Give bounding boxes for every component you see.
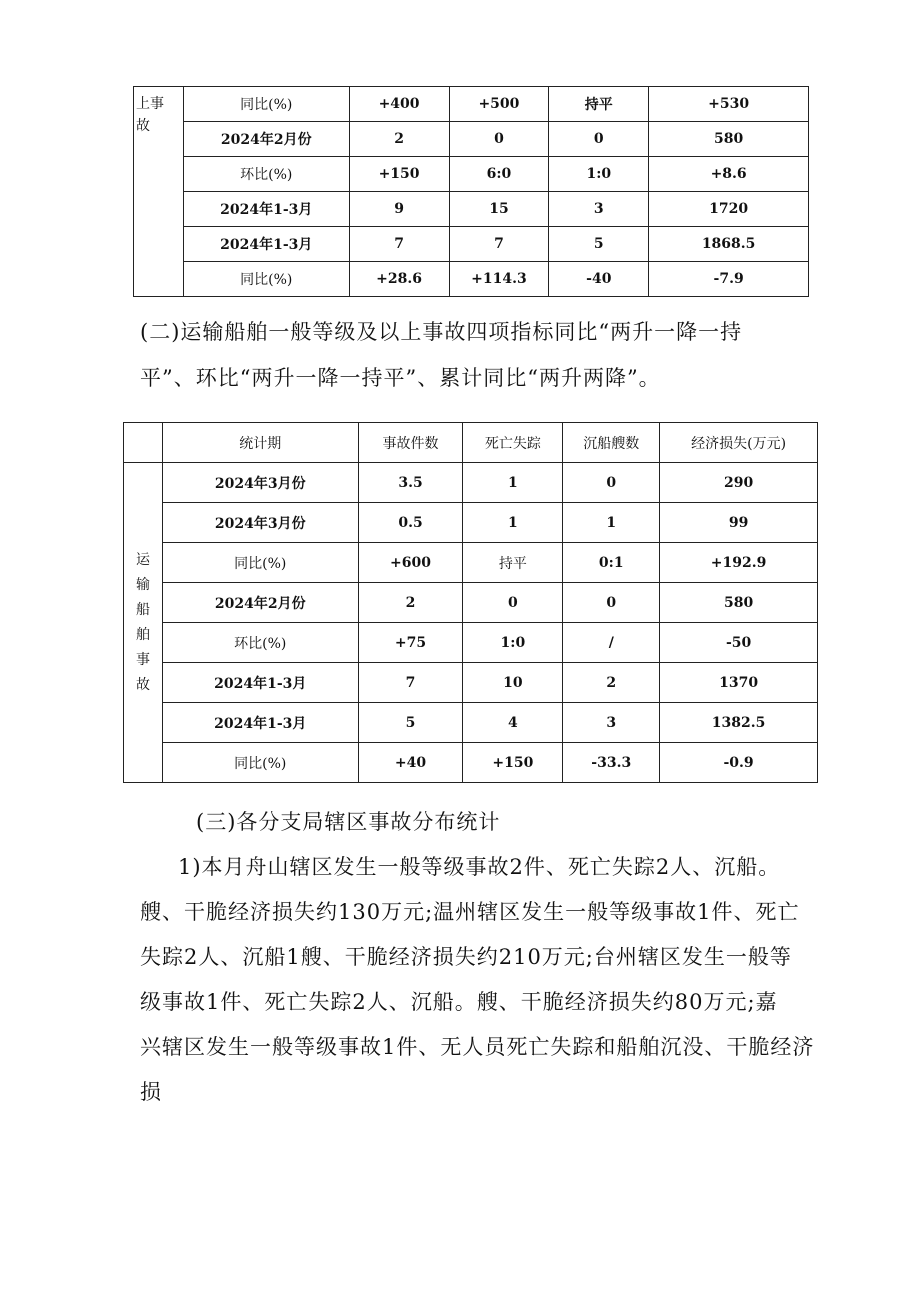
table-cell: 5 bbox=[549, 227, 649, 262]
table-cell: 2 bbox=[563, 663, 660, 703]
table-cell: 290 bbox=[660, 463, 818, 503]
table-cell: 0 bbox=[463, 583, 563, 623]
row-label: 2024年1-3月 bbox=[162, 663, 358, 703]
table-cell: -7.9 bbox=[649, 262, 809, 297]
table-row bbox=[124, 623, 818, 663]
table-cell: 580 bbox=[660, 583, 818, 623]
table-cell: 1382.5 bbox=[660, 703, 818, 743]
table-cell: 0 bbox=[563, 583, 660, 623]
table-cell: 5 bbox=[358, 703, 463, 743]
table-row bbox=[124, 663, 818, 703]
row-label: 同比(%) bbox=[162, 743, 358, 783]
row-label: 2024年3月份 bbox=[162, 463, 358, 503]
table-row bbox=[124, 543, 818, 583]
row-group-label-line: 故 bbox=[136, 118, 150, 134]
table-cell: / bbox=[563, 623, 660, 663]
table-cell: +600 bbox=[358, 543, 463, 583]
row-label: 2024年1-3月 bbox=[183, 192, 349, 227]
table-row bbox=[124, 743, 818, 783]
row-label: 同比(%) bbox=[183, 262, 349, 297]
row-group-label bbox=[124, 463, 163, 783]
table-cell: 6:0 bbox=[449, 157, 549, 192]
table-cell: 2 bbox=[349, 122, 449, 157]
header-blank-cell bbox=[124, 423, 163, 463]
table-cell: -40 bbox=[549, 262, 649, 297]
table-row bbox=[124, 703, 818, 743]
section3-heading: (三)各分支局辖区事故分布统计 bbox=[196, 810, 501, 834]
table-cell: 持平 bbox=[549, 87, 649, 122]
table-cell: +114.3 bbox=[449, 262, 549, 297]
table-cell: 99 bbox=[660, 503, 818, 543]
table-cell: 0 bbox=[449, 122, 549, 157]
vertical-label-char: 故 bbox=[135, 676, 150, 693]
table-row bbox=[134, 122, 809, 157]
row-group-label-line: 上事 bbox=[136, 96, 164, 112]
table-cell: +40 bbox=[358, 743, 463, 783]
table-cell: 0 bbox=[549, 122, 649, 157]
table-cell: 1 bbox=[563, 503, 660, 543]
table-cell: 1 bbox=[463, 503, 563, 543]
table-cell: -33.3 bbox=[563, 743, 660, 783]
vertical-label-char: 输 bbox=[135, 576, 150, 593]
table-cell: +75 bbox=[358, 623, 463, 663]
row-label: 2024年2月份 bbox=[183, 122, 349, 157]
row-label: 2024年3月份 bbox=[162, 503, 358, 543]
transport-ship-accident-table bbox=[123, 422, 818, 783]
table-cell: 0.5 bbox=[358, 503, 463, 543]
table-header-row bbox=[124, 423, 818, 463]
transport-ship-accident-table-body bbox=[124, 463, 818, 783]
table-cell: 15 bbox=[449, 192, 549, 227]
table-row bbox=[134, 157, 809, 192]
table-cell: 1720 bbox=[649, 192, 809, 227]
table-cell: 3 bbox=[563, 703, 660, 743]
table-cell: 7 bbox=[358, 663, 463, 703]
table-row bbox=[134, 87, 809, 122]
section2-title-line1: (二)运输船舶一般等级及以上事故四项指标同比“两升一降一持 bbox=[140, 320, 743, 344]
vertical-label-char: 舶 bbox=[135, 626, 150, 643]
table-row bbox=[124, 583, 818, 623]
table-cell: +8.6 bbox=[649, 157, 809, 192]
row-label: 环比(%) bbox=[162, 623, 358, 663]
table-cell: 0 bbox=[563, 463, 660, 503]
header-period: 统计期 bbox=[162, 423, 358, 463]
table-row bbox=[134, 227, 809, 262]
table-cell: 3 bbox=[549, 192, 649, 227]
row-label: 2024年2月份 bbox=[162, 583, 358, 623]
table-cell: 3.5 bbox=[358, 463, 463, 503]
body-line: 损 bbox=[140, 1080, 162, 1104]
table-cell: 1 bbox=[463, 463, 563, 503]
header-deaths-missing: 死亡失踪 bbox=[463, 423, 563, 463]
vertical-label bbox=[135, 548, 151, 698]
table-cell: 1:0 bbox=[549, 157, 649, 192]
table-cell: 1:0 bbox=[463, 623, 563, 663]
accident-table-continued bbox=[133, 86, 809, 297]
table-cell: +28.6 bbox=[349, 262, 449, 297]
table-cell: +150 bbox=[349, 157, 449, 192]
table-cell: 1868.5 bbox=[649, 227, 809, 262]
row-label: 同比(%) bbox=[183, 87, 349, 122]
section2-title-line2: 平”、环比“两升一降一持平”、累计同比“两升两降”。 bbox=[140, 366, 661, 390]
table-cell: 4 bbox=[463, 703, 563, 743]
table-cell: 10 bbox=[463, 663, 563, 703]
table-cell: 580 bbox=[649, 122, 809, 157]
table-cell: 1370 bbox=[660, 663, 818, 703]
table-cell: 7 bbox=[449, 227, 549, 262]
row-label: 2024年1-3月 bbox=[183, 227, 349, 262]
table-cell: 7 bbox=[349, 227, 449, 262]
table-cell: +150 bbox=[463, 743, 563, 783]
table-row bbox=[134, 192, 809, 227]
table-cell: +530 bbox=[649, 87, 809, 122]
vertical-label-char: 事 bbox=[135, 651, 150, 668]
body-line: 级事故1件、死亡失踪2人、沉船。艘、干脆经济损失约80万元;嘉 bbox=[140, 990, 778, 1014]
table-cell: 0:1 bbox=[563, 543, 660, 583]
table-cell: 2 bbox=[358, 583, 463, 623]
body-line: 兴辖区发生一般等级事故1件、无人员死亡失踪和船舶沉没、干脆经济 bbox=[140, 1035, 815, 1059]
body-line: 失踪2人、沉船1艘、干脆经济损失约210万元;台州辖区发生一般等 bbox=[140, 945, 792, 969]
vertical-label-char: 船 bbox=[135, 601, 150, 618]
table-row bbox=[124, 503, 818, 543]
body-line: 1)本月舟山辖区发生一般等级事故2件、死亡失踪2人、沉船。 bbox=[178, 855, 781, 879]
header-economic-loss: 经济损失(万元) bbox=[660, 423, 818, 463]
table-row bbox=[134, 262, 809, 297]
table-row bbox=[124, 463, 818, 503]
section3-body bbox=[140, 845, 860, 1115]
header-accident-count: 事故件数 bbox=[358, 423, 463, 463]
table-cell: -0.9 bbox=[660, 743, 818, 783]
header-sunk-ships: 沉船艘数 bbox=[563, 423, 660, 463]
body-line: 艘、干脆经济损失约130万元;温州辖区发生一般等级事故1件、死亡 bbox=[140, 900, 800, 924]
row-group-label bbox=[134, 87, 184, 297]
table-cell: -50 bbox=[660, 623, 818, 663]
row-label: 2024年1-3月 bbox=[162, 703, 358, 743]
table-cell: +400 bbox=[349, 87, 449, 122]
table-cell: +192.9 bbox=[660, 543, 818, 583]
row-label: 同比(%) bbox=[162, 543, 358, 583]
row-label: 环比(%) bbox=[183, 157, 349, 192]
accident-table-continued-body bbox=[134, 87, 809, 297]
table-cell: 9 bbox=[349, 192, 449, 227]
table-cell: +500 bbox=[449, 87, 549, 122]
table-cell: 持平 bbox=[463, 543, 563, 583]
vertical-label-char: 运 bbox=[135, 551, 150, 568]
